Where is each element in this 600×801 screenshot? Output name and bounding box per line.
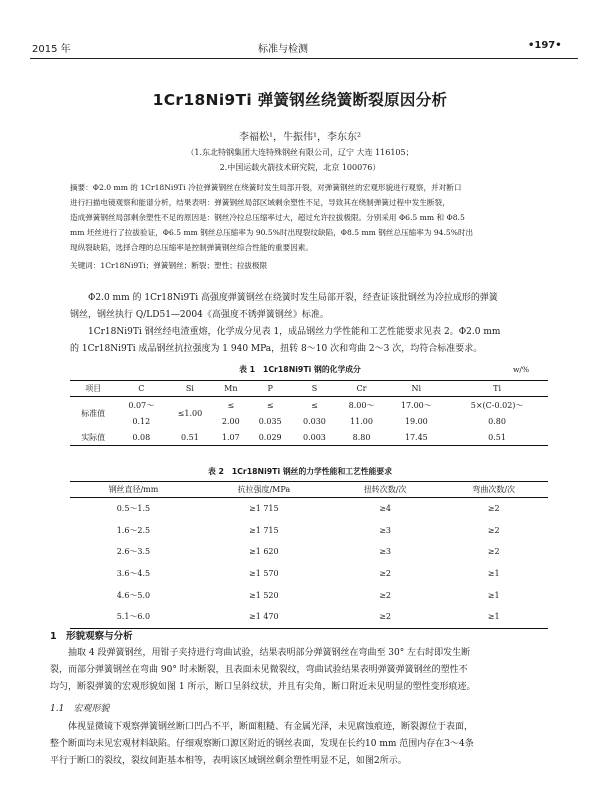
- table2-cell: ≥2: [379, 590, 391, 600]
- body-line: 1Cr18Ni9Ti 钢丝经电渣重熔，化学成分见表 1，成品钢丝力学性能和工艺性能要求见表 2。Φ2.0 mm: [88, 327, 501, 337]
- table1-cell: 0.08: [116, 429, 166, 446]
- table2-header: 弯曲次数/次: [439, 482, 548, 498]
- table2-cell: ≥2: [487, 504, 500, 514]
- body-line: 抽取 4 段弹簧钢丝，用钳子夹持进行弯曲试验，结果表明部分弹簧钢丝在弯曲至 30° 左右时即发生断: [68, 648, 471, 658]
- table1-cell: ≤: [311, 400, 318, 410]
- table1-cell: 0.80: [488, 416, 506, 426]
- table1-header: Mn: [214, 381, 248, 397]
- table1-header: 项目: [70, 381, 116, 397]
- abstract-line: 摘要：Φ2.0 mm 的 1Cr18Ni9Ti 冷拉弹簧钢丝在绕簧时发生局部开裂，对弹簧钢丝的宏观形貌进行观察，并对断口: [70, 183, 462, 192]
- table2-cell: ≥2: [487, 547, 500, 557]
- table2-cell: ≥1 715: [249, 504, 279, 514]
- table2-header: 抗拉强度/MPa: [197, 482, 331, 498]
- article-title: 1Cr18Ni9Ti 弹簧钢丝绕簧断裂原因分析: [152, 91, 448, 109]
- table1-cell: ≤: [227, 400, 235, 410]
- table2-cell: 2.6～3.5: [116, 547, 151, 557]
- table2-cell: ≥1 570: [249, 569, 279, 579]
- table1-cell: 0.12: [132, 416, 151, 426]
- table1-cell: 0.003: [292, 429, 336, 446]
- table2-cell: 4.6～5.0: [116, 590, 151, 600]
- table1-caption: 表 1 1Cr18Ni9Ti 钢的化学成分: [239, 365, 361, 374]
- table2-cell: ≥1: [439, 606, 548, 628]
- article-authors: 李福松¹，牛振伟¹，李东东²: [238, 132, 362, 143]
- table2-cell: ≥1: [487, 569, 500, 579]
- body-line: 整个断面均未见宏观材料缺陷。仔细观察断口源区附近的钢丝表面，发现在长约10 mm 范围内存在3～4条: [50, 739, 474, 749]
- header-page-number: •197•: [528, 40, 562, 51]
- table1-cell: ≤: [266, 400, 274, 410]
- table1-header: C: [116, 381, 166, 397]
- keywords: 关键词：1Cr18Ni9Ti；弹簧钢丝；断裂；塑性；拉拔极限: [70, 261, 268, 270]
- table2-cell: 3.6～4.5: [116, 569, 151, 579]
- header-rule: [30, 58, 578, 59]
- mechanical-properties-table: [70, 481, 548, 629]
- table1-cell: 0.029: [248, 429, 292, 446]
- table1-header: S: [292, 381, 336, 397]
- table1-header: Ti: [446, 381, 548, 397]
- table1-cell: 0.030: [302, 416, 326, 426]
- table2-cell: ≥1 715: [249, 525, 279, 535]
- table1-header: P: [248, 381, 292, 397]
- table1-cell: 0.07～: [128, 400, 155, 410]
- affiliation-2: 2.中国运载火箭技术研究院，北京 100076）: [219, 163, 381, 172]
- abstract: [70, 180, 548, 255]
- table2-cell: ≥2: [487, 525, 500, 535]
- section1-1-paragraph: [50, 719, 560, 770]
- section-heading: 1 形貌观察与分析: [50, 631, 133, 642]
- table2-cell: ≥2: [331, 606, 440, 628]
- table1-cell: 0.035: [258, 416, 282, 426]
- chemical-composition-table: [70, 380, 548, 446]
- table2-cell: 0.5～1.5: [116, 504, 151, 514]
- abstract-line: 进行扫描电镜观察和能谱分析，结果表明：弹簧钢丝局部区域剩余塑性不足，导致其在绕制弹簧过程中发生断裂，: [70, 198, 450, 207]
- header-journal: 标准与检测: [258, 44, 308, 55]
- table1-unit: w/%: [513, 365, 530, 374]
- intro-text: [70, 290, 548, 358]
- table1-row-label: 标准值: [81, 408, 106, 418]
- table2-cell: ≥3: [379, 525, 391, 535]
- table2-cell: ≥3: [379, 547, 391, 557]
- table1-cell: 0.51: [166, 429, 213, 446]
- table1-cell: 5×(C-0.02)～: [470, 400, 524, 410]
- body-line: 均匀，断裂弹簧的宏观形貌如图 1 所示，断口呈斜纹状，并且有尖角，断口附近未见明显的塑性变形痕迹。: [50, 682, 476, 692]
- body-line: 平行于断口的裂纹，裂纹间距基本相等，表明该区域钢丝剩余塑性明显不足，如图2所示。: [50, 756, 407, 766]
- table2-caption: 表 2 1Cr18Ni9Ti 钢丝的力学性能和工艺性能要求: [207, 467, 393, 476]
- table1-cell: 19.00: [404, 416, 428, 426]
- body-line: 钢丝，钢丝执行 Q/LD51—2004《高强度不锈弹簧钢丝》标准。: [70, 310, 329, 320]
- table1-cell: ≤1.00: [177, 408, 203, 418]
- body-line: 体视显微镜下观察弹簧钢丝断口凹凸不平，断面粗糙、有金属光泽，未见腐蚀痕迹，断裂源位于表面，: [68, 722, 474, 732]
- table1-cell: 8.80: [337, 429, 387, 446]
- table2-header: 钢丝直径/mm: [70, 482, 197, 498]
- body-line: 的 1Cr18Ni9Ti 成品钢丝抗拉强度为 1 940 MPa，扭转 8～10 次和弯曲 2～3 次，均符合标准要求。: [70, 344, 483, 354]
- table1-cell: 1.07: [214, 429, 248, 446]
- table2-cell: 5.1～6.0: [70, 606, 197, 628]
- table2-cell: ≥4: [379, 504, 391, 514]
- table2-cell: ≥1: [487, 590, 500, 600]
- table1-row-label: 实际值: [70, 429, 116, 446]
- table2-header: 扭转次数/次: [331, 482, 440, 498]
- table1-header: Ni: [386, 381, 446, 397]
- table2-cell: ≥1 470: [197, 606, 331, 628]
- table1-header: Si: [166, 381, 213, 397]
- subsection-heading: 1.1 宏观形貌: [50, 704, 110, 714]
- affiliation-1: （1.东北特钢集团大连特殊钢丝有限公司，辽宁 大连 116105；: [186, 148, 414, 157]
- header-year: 2015 年: [32, 44, 71, 55]
- body-line: 裂，而部分弹簧钢丝在弯曲 90° 时未断裂，且表面未见微裂纹，弯曲试验结果表明弹簧弹簧钢丝的塑性不: [50, 665, 468, 675]
- abstract-line: 造成弹簧钢丝局部剩余塑性不足的原因是：钢丝冷拉总压缩率过大，超过允许拉拔极限。分别采用 Φ6.5 mm 和 Φ8.5: [70, 213, 465, 222]
- table1-cell: 17.45: [386, 429, 446, 446]
- table2-cell: 1.6～2.5: [116, 525, 151, 535]
- body-line: Φ2.0 mm 的 1Cr18Ni9Ti 高强度弹簧钢丝在绕簧时发生局部开裂，经查证该批钢丝为冷拉成形的弹簧: [88, 293, 498, 303]
- abstract-line: mm 坯丝进行了拉拔验证，Φ6.5 mm 钢丝总压缩率为 90.5%时出现裂纹缺陷，Φ8.5 mm 钢丝总压缩率为 94.5%时出: [70, 228, 474, 237]
- table1-header: Cr: [337, 381, 387, 397]
- table1-cell: 2.00: [221, 416, 240, 426]
- section1-paragraph: [50, 645, 560, 696]
- table2-cell: ≥1 620: [249, 547, 279, 557]
- table1-cell: 0.51: [446, 429, 548, 446]
- table1-cell: 11.00: [350, 416, 373, 426]
- table1-cell: 17.00～: [400, 400, 432, 410]
- abstract-line: 现纵裂缺陷，选择合理的总压缩率是控制弹簧钢丝综合性能的重要因素。: [70, 243, 313, 252]
- table2-cell: ≥2: [379, 569, 391, 579]
- table1-cell: 8.00～: [348, 400, 375, 410]
- table2-cell: ≥1 520: [249, 590, 279, 600]
